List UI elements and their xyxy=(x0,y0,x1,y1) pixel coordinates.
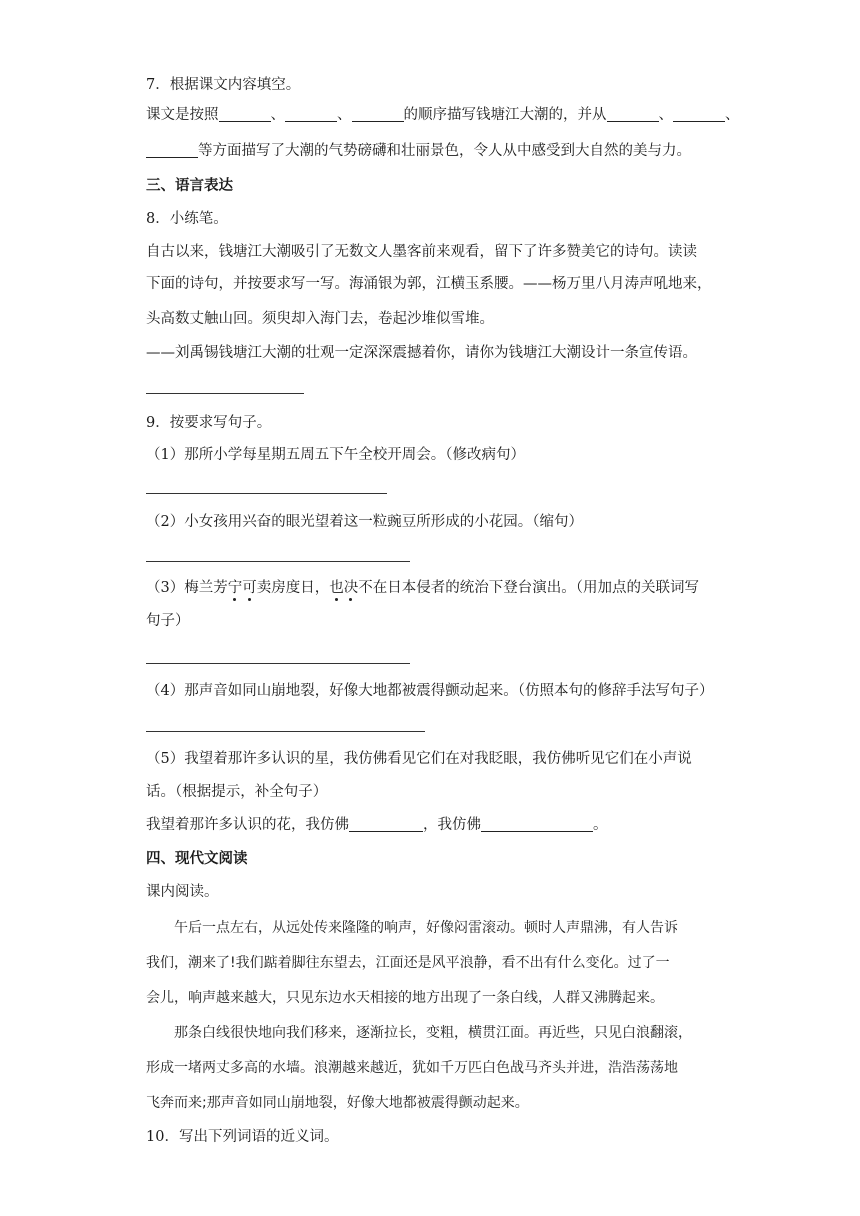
q10-title: 10．写出下列词语的近义词。 xyxy=(146,1129,339,1145)
q9-sentence-4: （4）那声音如同山崩地裂，好像大地都被震得颤动起来。（仿照本句的修辞手法写句子） xyxy=(146,683,714,699)
passage-line: 我们，潮来了!我们踮着脚往东望去，江面还是风平浪静，看不出有什么变化。过了一 xyxy=(146,955,670,971)
answer-blank[interactable] xyxy=(673,105,725,122)
q8-line4: ——刘禹锡钱塘江大潮的壮观一定深深震撼着你，请你为钱塘江大潮设计一条宣传语。 xyxy=(146,345,697,361)
q7-line2 xyxy=(146,141,691,161)
answer-blank[interactable] xyxy=(219,105,271,122)
q8-line3: 头高数丈触山回。须臾却入海门去，卷起沙堆似雪堆。 xyxy=(146,311,494,327)
q7-line1 xyxy=(146,105,740,125)
passage-line: 形成一堵两丈多高的水墙。浪潮越来越近，犹如千万匹白色战马齐头并进，浩浩荡荡地 xyxy=(146,1060,678,1076)
section-heading-4: 四、现代文阅读 xyxy=(146,850,248,867)
passage-line: 那条白线很快地向我们移来，逐渐拉长，变粗，横贯江面。再近些，只见白浪翻滚， xyxy=(174,1025,692,1041)
q9-title: 9．按要求写句子。 xyxy=(146,415,272,431)
q9-sentence-3 xyxy=(146,578,699,598)
separator: 、 xyxy=(270,107,285,123)
answer-blank[interactable] xyxy=(481,815,593,832)
q9-sentence-5-fill xyxy=(146,815,608,835)
q8-line2: 下面的诗句，并按要求写一写。海涌银为郭，江横玉系腰。——杨万里八月涛声吼地来， xyxy=(146,276,712,292)
passage-paragraph-2 xyxy=(146,1023,716,1113)
text: 卖房度日， xyxy=(256,580,330,596)
text: ，我仿佛 xyxy=(423,817,481,833)
q8-line1: 自古以来，钱塘江大潮吸引了无数文人墨客前来观看，留下了许多赞美它的诗句。读读 xyxy=(146,244,697,260)
q7-text-b: 的顺序描写钱塘江大潮的，并从 xyxy=(403,107,607,123)
separator: 、 xyxy=(337,107,352,123)
q9-sentence-3-cont: 句子） xyxy=(146,613,190,629)
text: 。 xyxy=(593,817,608,833)
dotted-char: 决 xyxy=(343,580,359,596)
section-subheading: 课内阅读。 xyxy=(146,884,219,900)
dotted-char: 宁 xyxy=(227,580,243,596)
passage-paragraph-1 xyxy=(146,918,716,1008)
q9-sentence-5: （5）我望着那许多认识的星，我仿佛看见它们在对我眨眼，我仿佛听见它们在小声说 xyxy=(146,751,692,767)
q7-text-a: 课文是按照 xyxy=(146,107,219,123)
text: （3）梅兰芳 xyxy=(146,580,228,596)
q7-title: 7．根据课文内容填空。 xyxy=(146,77,301,93)
q8-title: 8．小练笔。 xyxy=(146,211,228,227)
answer-line[interactable] xyxy=(146,663,410,664)
q9-sentence-5-cont: 话。（根据提示，补全句子） xyxy=(146,784,328,800)
answer-blank[interactable] xyxy=(607,105,659,122)
q9-sentence-1: （1）那所小学每星期五周五下午全校开周会。（修改病句） xyxy=(146,447,525,463)
answer-line[interactable] xyxy=(146,493,387,494)
passage-line: 飞奔而来;那声音如同山崩地裂，好像大地都被震得颤动起来。 xyxy=(146,1095,529,1111)
text: 我望着那许多认识的花，我仿佛 xyxy=(146,817,349,833)
answer-blank[interactable] xyxy=(352,105,404,122)
section-heading-3: 三、语言表达 xyxy=(146,177,233,194)
answer-blank[interactable] xyxy=(349,815,423,832)
answer-line[interactable] xyxy=(146,561,410,562)
q7-text-c: 等方面描写了大潮的气势磅礴和壮丽景色，令人从中感受到大自然的美与力。 xyxy=(198,143,691,159)
answer-line[interactable] xyxy=(146,393,304,394)
dotted-char: 可 xyxy=(242,580,257,596)
q9-sentence-2: （2）小女孩用兴奋的眼光望着这一粒豌豆所形成的小花园。（缩句） xyxy=(146,514,583,530)
dotted-char: 也 xyxy=(329,580,344,596)
separator: 、 xyxy=(725,107,740,123)
answer-blank[interactable] xyxy=(285,105,337,122)
answer-line[interactable] xyxy=(146,731,425,732)
text: 不在日本侵者的统治下登台演出。（用加点的关联词写 xyxy=(358,580,699,596)
passage-line: 会儿，响声越来越大，只见东边水天相接的地方出现了一条白线，人群又沸腾起来。 xyxy=(146,990,664,1006)
separator: 、 xyxy=(658,107,673,123)
passage-line: 午后一点左右，从远处传来隆隆的响声，好像闷雷滚动。顿时人声鼎沸，有人告诉 xyxy=(174,920,678,936)
answer-blank[interactable] xyxy=(146,141,198,158)
